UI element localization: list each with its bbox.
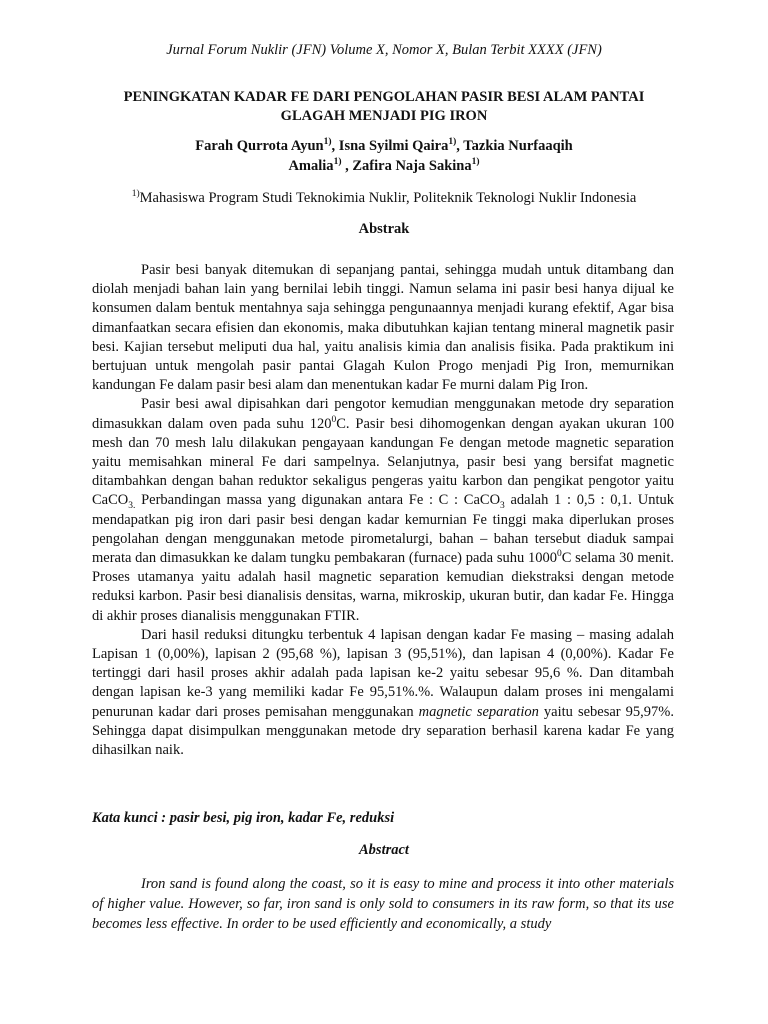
emphasis: magnetic separation	[418, 703, 539, 720]
degree-sup: 0	[556, 549, 562, 560]
text-run: C selama 30 menit. Proses utamanya yaitu adalah hasil magnetic separation kemudian diekstraksi dengan metode reduksi karbon. Pasir besi dianalisis densitas, warna, mikroskip, ukuran butir, dan kadar Fe. Hingga di akhir proses dianalisis menggunakan FTIR.	[92, 550, 674, 624]
author-list	[60, 136, 708, 176]
author-mark: 1)	[323, 137, 332, 148]
abstrak-paragraph-1: Pasir besi banyak ditemukan di sepanjang pantai, sehingga mudah untuk ditambang dan diolah menjadi bahan lain yang bernilai lebih tinggi. Namun selama ini pasir besi hanya dijual ke konsumen dalam bentuk mentahnya saja sehingga pengunaannya menjadi kurang efektif, Agar bisa dimanfaatkan secara efisien dan ekonomis, maka dibutuhkan kajian tentang mineral magnetik pasir besi. Kajian tersebut meliputi dua hal, yaitu analisis kimia dan analisis fisika. Pada praktikum ini bertujuan untuk mengolah pasir pantai Glagah Kulon Progo menjadi Pig Iron, memurnikan kandungan Fe dalam pasir besi alam dan menentukan kadar Fe murni dalam Pig Iron.	[92, 262, 674, 394]
author-name: Amalia	[288, 158, 334, 174]
paper-title	[60, 88, 708, 126]
abstrak-body	[92, 261, 674, 760]
text-run: C. Pasir besi dihomogenkan dengan ayakan ukuran 100 mesh dan 70 mesh lalu dilakukan pengayaan kandungan Fe dengan metode magnetic separation yaitu memisahkan mineral Fe dari sampelnya. Selanjutnya, pasir besi yang bersifat magnetic ditambahkan dengan bahan reduktor sekaligus pengeras yaitu karbon dan pengikat pengotor yaitu CaCO	[92, 415, 674, 509]
degree-sup: 0	[331, 414, 337, 425]
abstract-body	[92, 874, 674, 934]
text-run: Perbandingan massa yang digunakan antara Fe : C : CaCO	[135, 492, 501, 509]
author-mark: 1)	[448, 137, 457, 148]
author-mark: 1)	[471, 157, 480, 168]
keywords: Kata kunci : pasir besi, pig iron, kadar Fe, reduksi	[92, 810, 395, 826]
affiliation-mark: 1)	[131, 189, 140, 200]
abstrak-paragraph-2	[92, 395, 674, 625]
text-run: Pasir besi awal dipisahkan dari pengotor kemudian menggunakan metode dry separation dimasukkan dalam oven pada suhu 120	[92, 396, 674, 432]
abstrak-heading: Abstrak	[358, 221, 410, 237]
formula-sub: 3.	[128, 501, 136, 512]
author-name: Isna Syilmi Qaira	[338, 138, 449, 154]
title-line-2: GLAGAH MENJADI PIG IRON	[280, 108, 488, 124]
text-run: adalah 1 : 0,5 : 0,1. Untuk mendapatkan pig iron dari pasir besi dengan kadar kemurnian Fe tinggi maka diperlukan proses pengolahan dengan menggunakan metode pirometalurgi, bahan – bahan tersebut diaduk sampai merata dan dimasukkan ke dalam tungku pembakaran (furnace) pada suhu 1000	[92, 492, 674, 567]
author-name: Tazkia Nurfaaqih	[463, 138, 573, 154]
author-mark: 1)	[333, 157, 342, 168]
affiliation-text: Mahasiswa Program Studi Teknokimia Nuklir, Politeknik Teknologi Nuklir Indonesia	[139, 190, 637, 206]
title-line-1: PENINGKATAN KADAR FE DARI PENGOLAHAN PASIR BESI ALAM PANTAI	[123, 89, 645, 105]
author-line-2: Amalia$^{1)}$ , Zafira Naja Sakina$^{1)}$	[288, 157, 480, 174]
affiliation	[60, 190, 708, 207]
author-line-1: Farah Qurrota Ayun$^{1)}$, Isna Syilmi Qaira$^{1)}$, Tazkia Nurfaaqih	[195, 137, 573, 154]
abstract-paragraph-1: Iron sand is found along the coast, so it is easy to mine and process it into other materials of higher value. However, so far, iron sand is only sold to consumers in its raw form, so that its use becomes less effective. In order to be used efficiently and economically, a study	[92, 876, 674, 932]
text-run: Dari hasil reduksi ditungku terbentuk 4 lapisan dengan kadar Fe masing – masing adalah Lapisan 1 (0,00%), lapisan 2 (95,68 %), lapisan 3 (95,51%), dan lapisan 4 (0,00%). Kadar Fe tertinggi dari hasil proses akhir adalah pada lapisan ke-2 yaitu sebesar 95,6 %. Dan ditambah dengan lapisan ke-3 yang memiliki kadar Fe 95,51%.%. Walaupun dalam proses ini mengalami penurunan kadar dari proses pemisahan menggunakan	[92, 626, 674, 720]
author-name: Farah Qurrota Ayun	[195, 138, 324, 154]
text-run: yaitu sebesar 95,97%. Sehingga dapat disimpulkan menggunakan metode dry separation berhasil karena kadar Fe yang dihasilkan naik.	[92, 703, 674, 759]
abstrak-paragraph-3	[92, 626, 674, 760]
journal-header: Jurnal Forum Nuklir (JFN) Volume X, Nomor X, Bulan Terbit XXXX (JFN)	[166, 42, 602, 58]
formula-sub: 3	[500, 501, 505, 512]
author-name: Zafira Naja Sakina	[352, 158, 472, 174]
abstract-heading: Abstract	[359, 842, 409, 858]
